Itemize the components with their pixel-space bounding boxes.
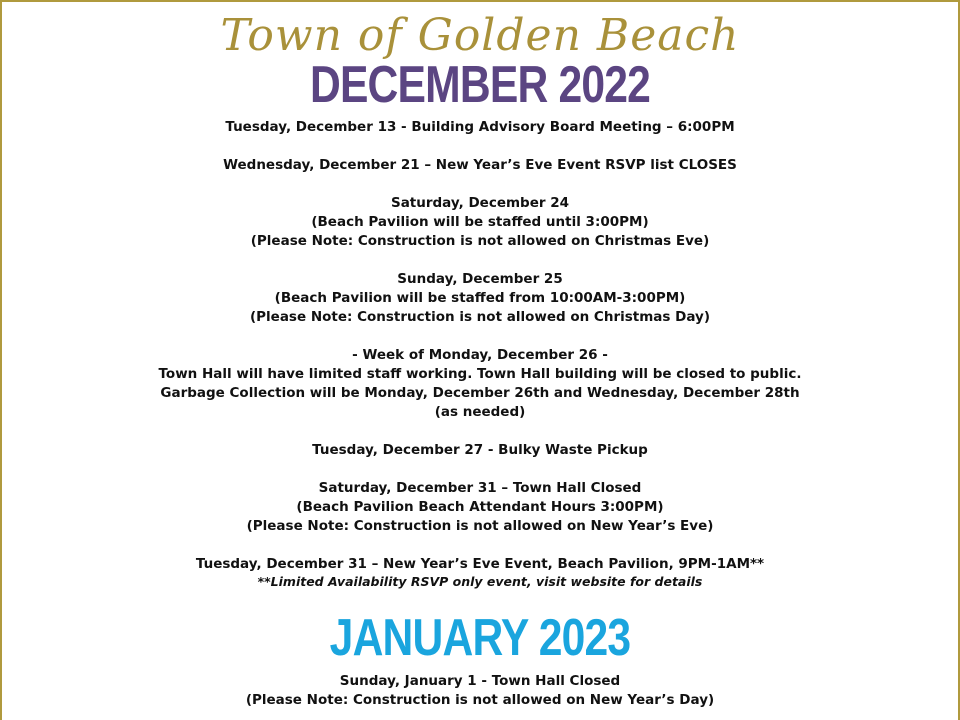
spacer	[2, 536, 958, 555]
december-heading: DECEMBER 2022	[309, 56, 651, 114]
january-heading: JANUARY 2023	[329, 609, 631, 667]
spacer	[2, 251, 958, 270]
event-dec-31-construction: (Please Note: Construction is not allowed on New Year’s Eve)	[246, 518, 714, 534]
event-dec-31-pavilion: (Beach Pavilion Beach Attendant Hours 3:00PM)	[296, 499, 664, 515]
event-dec-31-title: Saturday, December 31 – Town Hall Closed	[318, 480, 642, 496]
spacer	[2, 175, 958, 194]
event-christmas-day-construction: (Please Note: Construction is not allowed on Christmas Day)	[249, 309, 711, 325]
event-week-dec-26-as-needed: (as needed)	[434, 404, 526, 420]
event-week-dec-26-title: - Week of Monday, December 26 -	[352, 347, 608, 363]
event-week-dec-26-staff: Town Hall will have limited staff working. Town Hall building will be closed to public.	[158, 366, 802, 382]
event-rsvp-list-closes: Wednesday, December 21 – New Year’s Eve Event RSVP list CLOSES	[223, 157, 737, 173]
event-new-years-eve-note: **Limited Availability RSVP only event, visit website for details	[257, 574, 703, 589]
event-jan-1-construction: (Please Note: Construction is not allowed on New Year’s Day)	[245, 692, 715, 708]
event-bulky-waste: Tuesday, December 27 - Bulky Waste Pickup	[312, 442, 648, 458]
spacer	[2, 327, 958, 346]
event-jan-1-title: Sunday, January 1 - Town Hall Closed	[339, 673, 621, 689]
event-christmas-eve-construction: (Please Note: Construction is not allowed on Christmas Eve)	[250, 233, 710, 249]
event-new-years-eve-title: Tuesday, December 31 – New Year’s Eve Event, Beach Pavilion, 9PM-1AM**	[195, 556, 765, 572]
event-christmas-day-pavilion: (Beach Pavilion will be staffed from 10:00AM-3:00PM)	[274, 290, 686, 306]
event-christmas-eve-pavilion: (Beach Pavilion will be staffed until 3:00PM)	[311, 214, 649, 230]
january-events	[2, 672, 958, 710]
town-name-title: Town of Golden Beach	[220, 10, 740, 61]
event-christmas-eve-title: Saturday, December 24	[390, 195, 570, 211]
december-events	[2, 118, 958, 589]
event-building-advisory-board: Tuesday, December 13 - Building Advisory Board Meeting – 6:00PM	[225, 119, 735, 135]
spacer	[2, 137, 958, 156]
spacer	[2, 460, 958, 479]
event-christmas-day-title: Sunday, December 25	[397, 271, 563, 287]
event-week-dec-26-garbage: Garbage Collection will be Monday, December 26th and Wednesday, December 28th	[160, 385, 800, 401]
spacer	[2, 422, 958, 441]
